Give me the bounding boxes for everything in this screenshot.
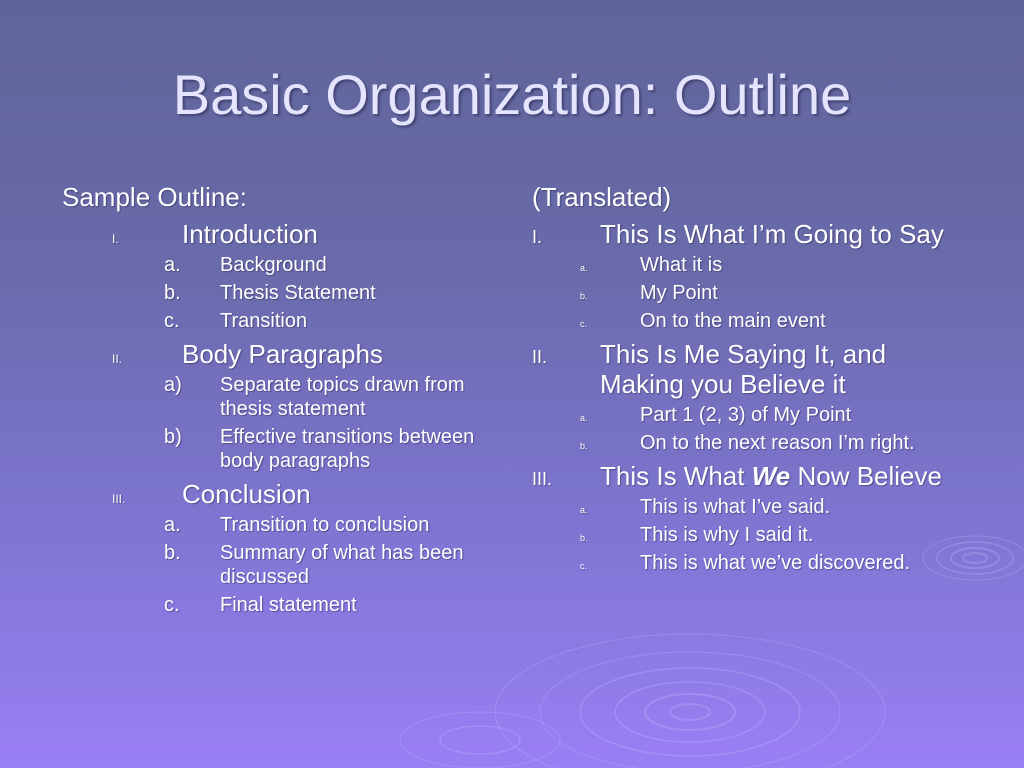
- outline-subitem: [62, 541, 502, 589]
- outline-subitem: [62, 281, 502, 305]
- roman-numeral: II.: [532, 347, 548, 368]
- item-marker: b): [164, 426, 182, 449]
- outline-section: [532, 339, 972, 399]
- item-label: Effective transitions between body paragraphs: [220, 426, 475, 473]
- item-marker: b.: [580, 533, 588, 544]
- item-marker: b.: [164, 542, 181, 565]
- item-label: Part 1 (2, 3) of My Point: [640, 404, 852, 427]
- outline-subitem: [62, 309, 502, 333]
- column-heading: Sample Outline:: [62, 182, 247, 212]
- translated-outline-column: [532, 182, 972, 575]
- item-label: On to the next reason I’m right.: [640, 432, 915, 455]
- sample-outline-column: [62, 182, 502, 617]
- item-marker: a.: [580, 505, 588, 516]
- slide-title: Basic Organization: Outline: [172, 63, 852, 126]
- roman-numeral: I.: [532, 227, 543, 248]
- item-marker: c.: [164, 310, 180, 333]
- item-label: Final statement: [220, 594, 357, 617]
- item-label: Transition to conclusion: [220, 514, 430, 537]
- outline-section: [532, 219, 972, 249]
- roman-numeral: III.: [532, 469, 553, 490]
- outline-subitem: [62, 253, 502, 277]
- item-marker: b.: [580, 291, 588, 302]
- outline-section: [532, 461, 972, 491]
- outline-section: [62, 479, 502, 509]
- item-label: Background: [220, 254, 327, 277]
- outline-subitem: [532, 551, 972, 575]
- outline-subitem: [532, 253, 972, 277]
- item-label: Summary of what has been discussed: [220, 542, 464, 589]
- outline-subitem: [532, 281, 972, 305]
- item-label: Separate topics drawn from thesis statement: [220, 374, 465, 421]
- item-marker: b.: [164, 282, 181, 305]
- item-label: My Point: [640, 282, 718, 305]
- item-label: This is what I’ve said.: [640, 496, 831, 519]
- outline-subitem: [532, 309, 972, 333]
- roman-numeral: I.: [112, 232, 119, 247]
- item-marker: a): [164, 374, 182, 397]
- item-label: This is why I said it.: [640, 524, 814, 547]
- outline-subitem: [62, 513, 502, 537]
- section-label: Conclusion: [182, 479, 311, 510]
- item-marker: c.: [580, 319, 588, 330]
- item-label: Transition: [220, 310, 308, 333]
- outline-section: [62, 339, 502, 369]
- column-heading: (Translated): [532, 182, 672, 212]
- outline-subitem: [532, 403, 972, 427]
- outline-subitem: [532, 431, 972, 455]
- item-marker: a.: [580, 413, 588, 424]
- label-text: This Is What: [600, 461, 752, 492]
- outline-subitem: [62, 593, 502, 617]
- section-label: Introduction: [182, 219, 318, 250]
- section-label: This Is Me Saying It, and Making you Believe it: [600, 339, 887, 400]
- roman-numeral: II.: [112, 352, 123, 367]
- emphasized-word: We: [751, 461, 791, 492]
- roman-numeral: III.: [112, 492, 126, 507]
- item-marker: c.: [580, 561, 588, 572]
- item-marker: a.: [164, 514, 181, 537]
- outline-subitem: [62, 373, 502, 421]
- item-label: Thesis Statement: [220, 282, 376, 305]
- label-text: Now Believe: [790, 461, 942, 492]
- outline-subitem: [532, 523, 972, 547]
- section-label: This Is What I’m Going to Say: [600, 219, 944, 250]
- item-marker: a.: [580, 263, 588, 274]
- section-label: [600, 461, 960, 491]
- item-marker: c.: [164, 594, 180, 617]
- item-marker: a.: [164, 254, 181, 277]
- outline-subitem: [62, 425, 502, 473]
- item-label: On to the main event: [640, 310, 826, 333]
- item-label: This is what we’ve discovered.: [640, 552, 911, 575]
- item-label: What it is: [640, 254, 723, 277]
- section-label: Body Paragraphs: [182, 339, 383, 370]
- item-marker: b.: [580, 441, 588, 452]
- outline-section: [62, 219, 502, 249]
- outline-subitem: [532, 495, 972, 519]
